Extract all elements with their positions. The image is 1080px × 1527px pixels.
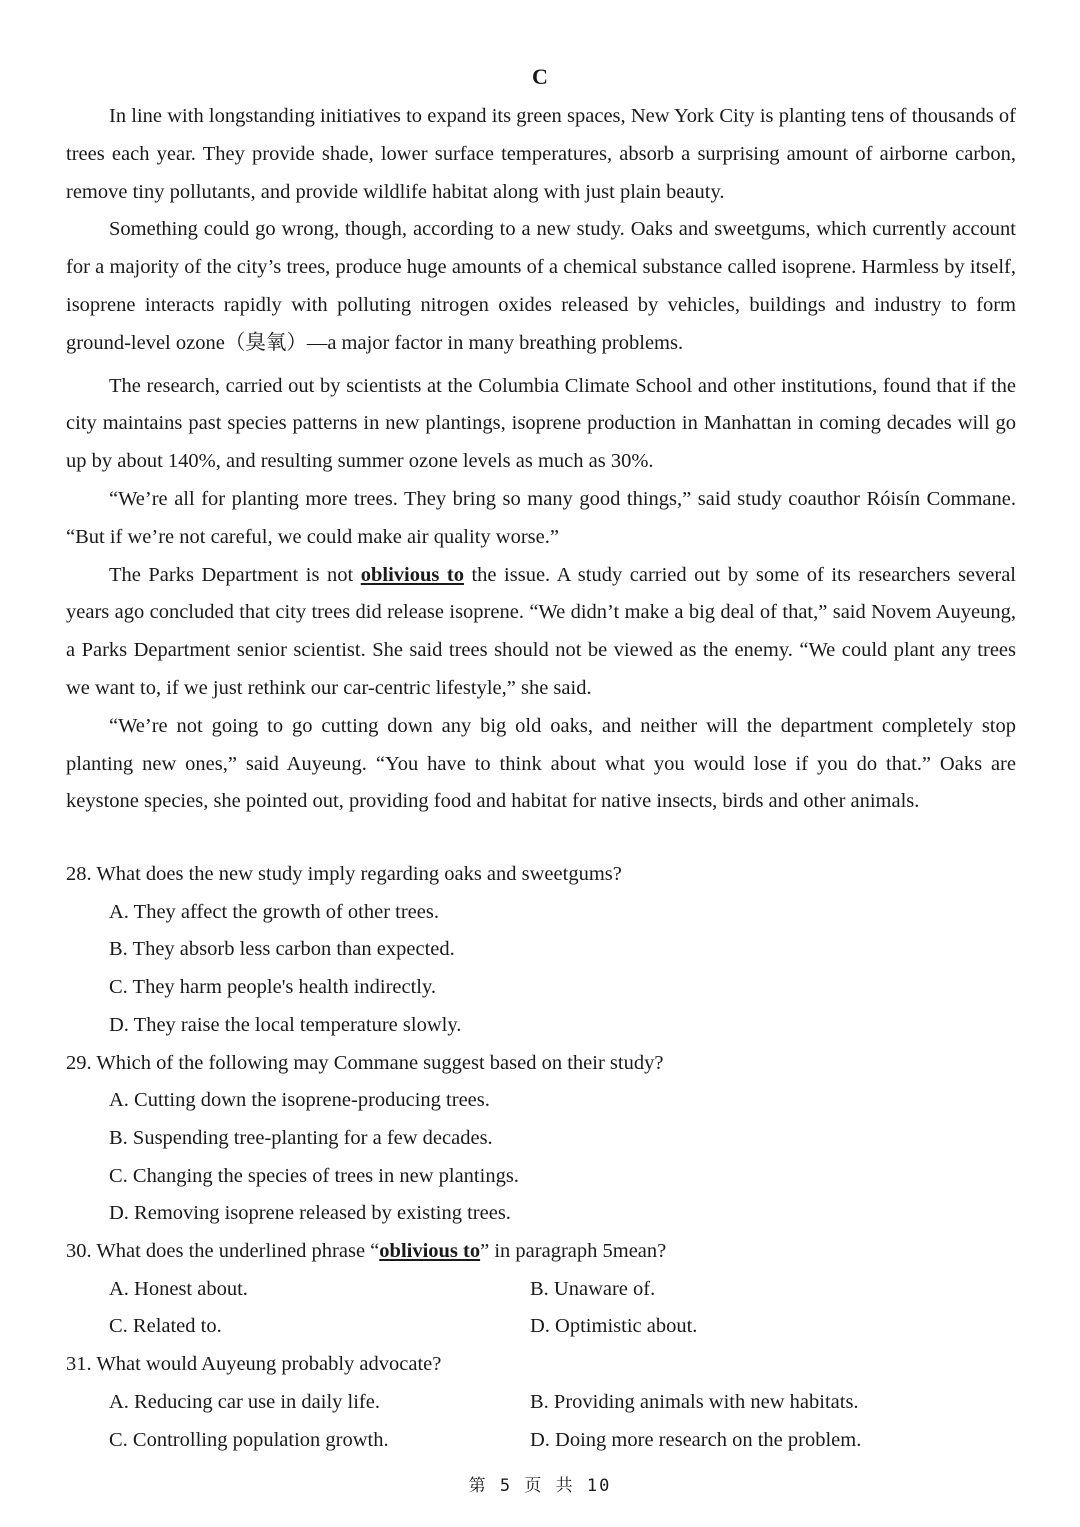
option-row: [66, 1308, 1016, 1346]
question-stem-start: 30. What does the underlined phrase “: [66, 1240, 380, 1263]
paragraph-5: [66, 557, 1016, 708]
option-c: C. Related to.: [109, 1315, 222, 1338]
option-c: C. Changing the species of trees in new plantings.: [109, 1164, 519, 1187]
option-a: A. Cutting down the isoprene-producing trees.: [109, 1089, 490, 1112]
paragraph-1: In line with longstanding initiatives to expand its green spaces, New York City is planting tens of thousands of trees each year. They provide shade, lower surface temperatures, absorb a surprising amount of airborne carbon, remove tiny pollutants, and provide wildlife habitat along with just plain beauty.: [66, 105, 1016, 203]
option-d: D. Removing isoprene released by existing trees.: [109, 1202, 511, 1225]
option-c: C. They harm people's health indirectly.: [109, 976, 437, 999]
paragraph-4: “We’re all for planting more trees. They bring so many good things,” said study coauthor Róisín Commane. “But if we’re not careful, we could make air quality worse.”: [66, 487, 1016, 548]
option-d: D. Optimistic about.: [530, 1315, 698, 1338]
option-d: D. They raise the local temperature slowly.: [109, 1013, 462, 1036]
option-row: [66, 1384, 1016, 1422]
option-b: B. Providing animals with new habitats.: [530, 1390, 859, 1413]
question-30: [66, 1233, 1016, 1346]
question-29: [66, 1045, 1016, 1234]
option-row: [66, 1271, 1016, 1309]
question-stem: 31. What would Auyeung probably advocate?: [66, 1353, 442, 1376]
paragraph-5-rest: the issue. A study carried out by some of its researchers several years ago concluded that city trees did release isoprene. “We didn’t make a big deal of that,” said Novem Auyeung, a Parks Department senior scientist. She said trees should not be viewed as the enemy. “We could plant any trees we want to, if we just rethink our car-centric lifestyle,” she said.: [66, 563, 1016, 699]
underlined-phrase: oblivious to: [379, 1240, 481, 1263]
reading-passage: [66, 98, 1016, 821]
option-c: C. Controlling population growth.: [109, 1428, 389, 1451]
question-stem: 29. Which of the following may Commane suggest based on their study?: [66, 1051, 664, 1074]
option-a: A. Reducing car use in daily life.: [109, 1390, 380, 1413]
paragraph-3: The research, carried out by scientists at the Columbia Climate School and other institutions, found that if the city maintains past species patterns in new plantings, isoprene production in Manhattan in coming decades will go up by about 140%, and resulting summer ozone levels as much as 30%.: [66, 374, 1016, 473]
option-d: D. Doing more research on the problem.: [530, 1428, 862, 1451]
option-a: A. Honest about.: [109, 1277, 248, 1300]
question-stem: [66, 1233, 1016, 1271]
question-stem: 28. What does the new study imply regarding oaks and sweetgums?: [66, 863, 622, 885]
option-b: B. Unaware of.: [530, 1277, 656, 1300]
paragraph-5-start: The Parks Department is not: [109, 563, 361, 586]
paragraph-6: “We’re not going to go cutting down any big old oaks, and neither will the department completely stop planting new ones,” said Auyeung. “You have to think about what you would lose if you do that.” Oaks are keystone species, she pointed out, providing food and habitat for native insects, birds and other animals.: [66, 714, 1016, 813]
question-31: [66, 1346, 1016, 1459]
underlined-phrase: oblivious to: [360, 563, 464, 586]
section-heading: C: [532, 64, 548, 89]
option-row: [66, 1422, 1016, 1460]
option-b: B. Suspending tree-planting for a few decades.: [109, 1126, 493, 1149]
question-28: [66, 856, 1016, 1045]
page-number: 第 5 页 共 10: [468, 1476, 612, 1496]
question-list: [66, 856, 1016, 1459]
paragraph-2: Something could go wrong, though, according to a new study. Oaks and sweetgums, which currently account for a majority of the city’s trees, produce huge amounts of a chemical substance called isoprene. Harmless by itself, isoprene interacts rapidly with polluting nitrogen oxides released by vehicles, buildings and industry to form ground-level ozone（臭氧）—a major factor in many breathing problems.: [66, 218, 1016, 354]
question-stem-end: ” in paragraph 5mean?: [480, 1240, 667, 1263]
option-b: B. They absorb less carbon than expected.: [109, 938, 455, 961]
option-a: A. They affect the growth of other trees.: [109, 900, 439, 923]
